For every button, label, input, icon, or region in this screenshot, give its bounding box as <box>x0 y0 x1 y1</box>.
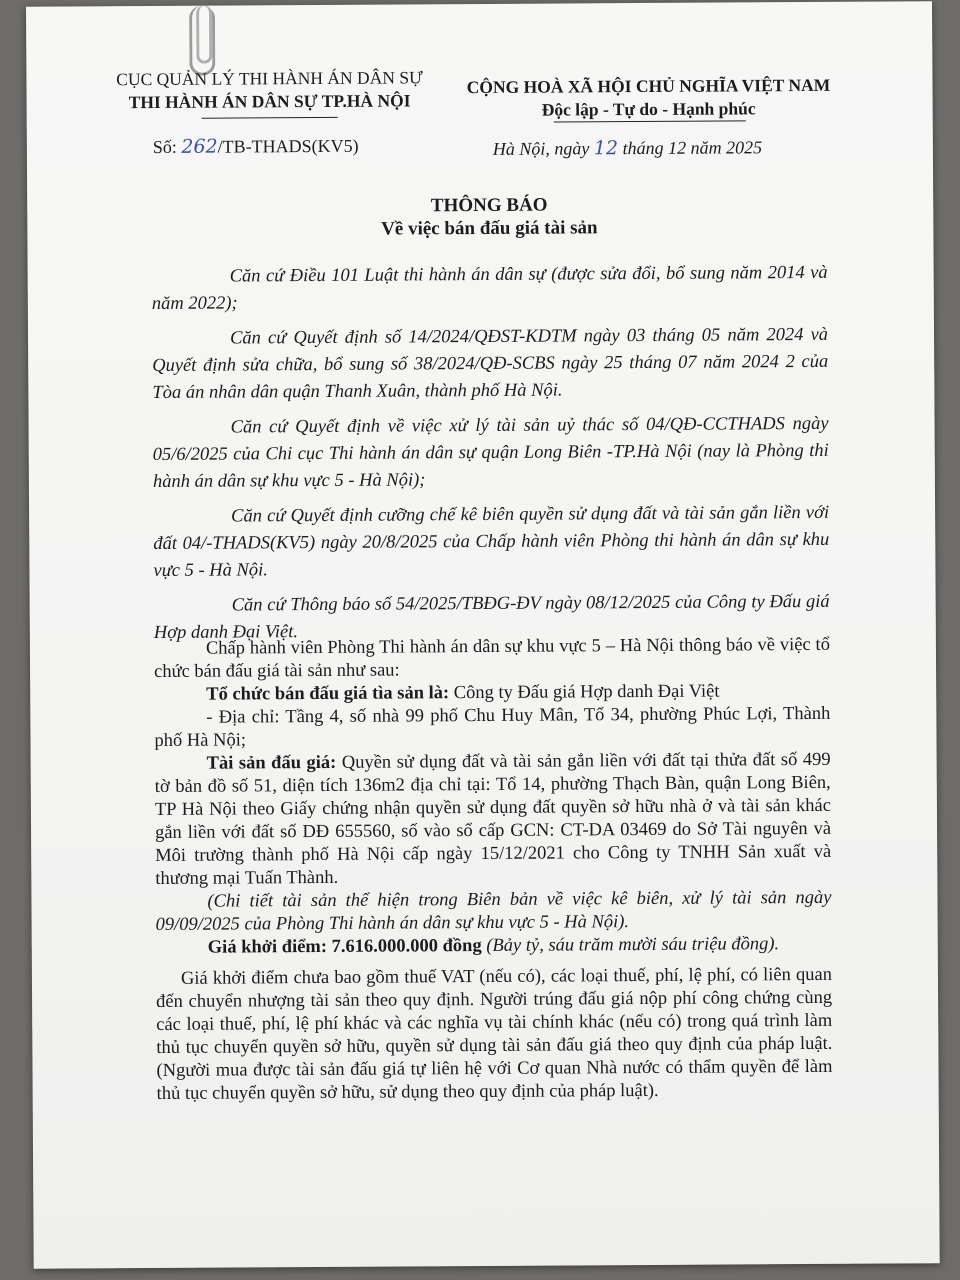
motto-underline <box>554 120 746 122</box>
handwritten-day: 12 <box>593 137 619 160</box>
agency-header <box>104 66 434 114</box>
date-suffix: tháng 12 năm 2025 <box>622 137 763 159</box>
title-main: THÔNG BÁO <box>430 194 548 217</box>
agency-line-1: CỤC QUẢN LÝ THI HÀNH ÁN DÂN SỰ <box>116 67 423 90</box>
handwritten-number: 262 <box>181 135 218 158</box>
auction-asset <box>155 749 832 891</box>
number-suffix: /TB-THADS(KV5) <box>217 135 359 157</box>
org-address: - Địa chỉ: Tầng 4, số nhà 99 phố Chu Huy Mân, Tổ 34, phường Phúc Lợi, Thành phố Hà Nội; <box>154 703 831 751</box>
org-value: Công ty Đấu giá Hợp danh Đại Việt <box>449 681 720 704</box>
paper-clip <box>26 1 932 7</box>
intro-paragraph: Chấp hành viên Phòng Thi hành án dân sự khu vực 5 – Hà Nội thông báo về việc tổ chức bán đấu giá tài sản như sau: <box>154 634 830 682</box>
legal-bases <box>152 260 830 647</box>
price-note: Giá khởi điểm chưa bao gồm thuế VAT (nếu có), các loại thuế, phí, lệ phí, có liên quan đến chuyển nhượng tài sản theo quy định. Người trúng đấu giá nộp phí công chứng cùng các loại thuế, phí, lệ phí khác và các nghĩa vụ tài chính khác (nếu có) trong quá trình làm thủ tục chuyển quyền sở hữu, quyền sử dụng tài sản đấu giá theo quy định của pháp luật. (Người mua được tài sản đấu giá tự liên hệ với Cơ quan Nhà nước có thẩm quyền để làm thủ tục chuyển quyền sở hữu, sử dụng theo quy định của pháp luật). <box>156 964 833 1104</box>
agency-underline <box>202 117 338 119</box>
national-line-2: Độc lập - Tự do - Hạnh phúc <box>541 98 756 120</box>
date-prefix: Hà Nội, ngày <box>492 138 590 159</box>
asset-label: Tài sản đấu giá: <box>206 752 337 774</box>
national-header <box>448 74 848 122</box>
legal-basis-3: Căn cứ Quyết định về việc xử lý tài sản uỷ thác số 04/QĐ-CCTHADS ngày 05/6/2025 của Chi cục Thi hành án dân sự quận Long Biên -TP.Hà Nội (nay là Phòng thi hành án dân sự khu vực 5 - Hà Nội); <box>152 413 829 493</box>
title-sub: Về việc bán đấu giá tài sản <box>381 217 598 240</box>
notice-body <box>154 634 833 1106</box>
document-title <box>151 192 827 242</box>
legal-basis-5: Căn cứ Thông báo số 54/2025/TBĐG-ĐV ngày 08/12/2025 của Công ty Đấu giá Hợp danh Đại Việt. <box>153 591 830 643</box>
document-number <box>153 135 359 158</box>
price-in-words: (Bảy tỷ, sáu trăm mười sáu triệu đồng). <box>481 934 780 957</box>
legal-basis-1: Căn cứ Điều 101 Luật thi hành án dân sự (được sửa đổi, bổ sung năm 2014 và năm 2022); <box>151 262 828 315</box>
national-line-1: CỘNG HOÀ XÃ HỘI CHỦ NGHĨA VIỆT NAM <box>466 74 831 98</box>
price-label: Giá khởi điểm: 7.616.000.000 đồng <box>207 936 482 958</box>
agency-line-2: THI HÀNH ÁN DÂN SỰ TP.HÀ NỘI <box>128 90 411 113</box>
legal-basis-4: Căn cứ Quyết định cưỡng chế kê biên quyền sử dụng đất và tài sản gắn liền với đất 04/-THADS(KV5) ngày 20/8/2025 của Chấp hành viên Phòng thi hành án dân sự khu vực 5 - Hà Nội. <box>153 502 830 581</box>
asset-value: Quyền sử dụng đất và tài sản gắn liền với đất tại thửa đất số 499 tờ bản đồ số 51, diện tích 136m2 địa chỉ tại: Tổ 14, phường Thạch Bàn, quận Long Biên, TP Hà Nội theo Giấy chứng nhận quyền sử dụng đất quyền sở hữu nhà ở và tài sản khác gắn liền với đất số DĐ 655560, số vào sổ cấp GCN: CT-DA 03469 do Sở Tài nguyên và Môi trường thành phố Hà Nội cấp ngày 15/12/2021 cho Công ty TNHH Sản xuất và thương mại Tuấn Thành. <box>154 749 832 889</box>
document-page <box>26 1 940 1269</box>
asset-detail: (Chi tiết tài sản thể hiện trong Biên bản về việc kê biên, xử lý tài sản ngày 09/09/2025 của Phòng Thi hành án dân sự khu vực 5 - Hà Nội). <box>155 887 832 935</box>
number-prefix: Số: <box>152 136 177 157</box>
org-label: Tổ chức bán đấu giá tìa sản là: <box>206 683 450 705</box>
document-date <box>493 136 762 160</box>
starting-price <box>156 933 832 960</box>
legal-basis-2: Căn cứ Quyết định số 14/2024/QĐST-KDTM ngày 03 tháng 05 năm 2024 và Quyết định sửa chữa, bổ sung số 38/2024/QĐ-SCBS ngày 25 tháng 07 năm 2024 2 của Tòa án nhân dân quận Thanh Xuân, thành phố Hà Nội. <box>152 324 829 404</box>
